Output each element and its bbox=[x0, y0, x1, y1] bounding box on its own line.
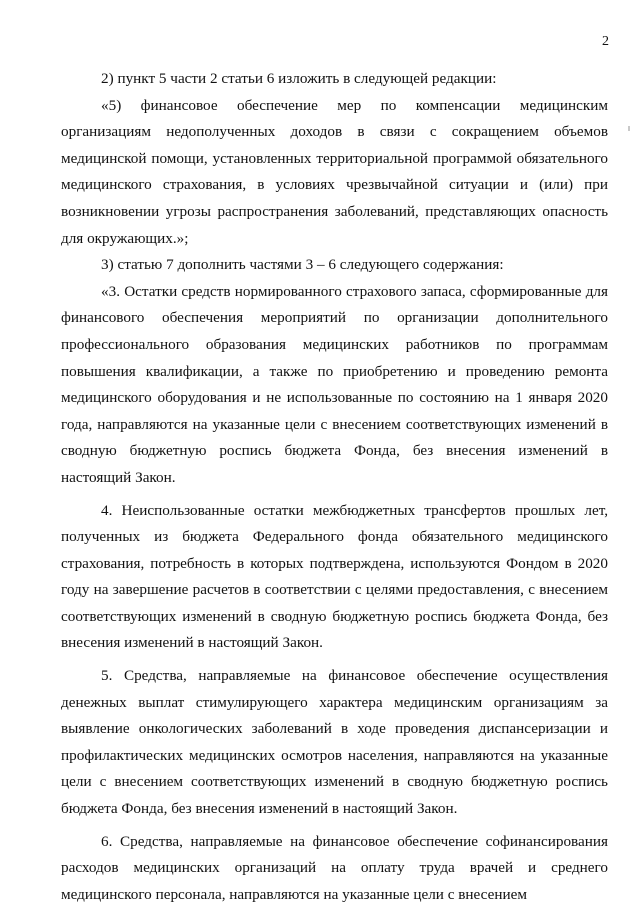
page-number: 2 bbox=[602, 34, 609, 49]
document-body bbox=[61, 66, 608, 908]
paragraph-amendment-article-7: 3) статью 7 дополнить частями 3 – 6 следующего содержания: bbox=[101, 256, 504, 274]
paragraph-part-6: 6. Средства, направляемые на финансовое обеспечение софинансирования расходов медицинских организаций на оплату труда врачей и среднего медицинского персонала, направляются на указанные цели с внесением bbox=[61, 832, 608, 903]
paragraph-part-3: «3. Остатки средств нормированного страхового запаса, сформированные для финансового обеспечения мероприятий по организации дополнительного профессионального образования медицинских работников по программам повышения квалификации, а также по приобретению и проведению ремонта медицинского оборудования и не использованные по состоянию на 1 января 2020 года, направляются на указанные цели с внесением соответствующих изменений в сводную бюджетную роспись бюджета Фонда, без внесения изменений в настоящий Закон. bbox=[61, 282, 608, 486]
scan-artifact-mark bbox=[628, 126, 630, 131]
paragraph-new-item-5: «5) финансовое обеспечение мер по компенсации медицинским организациям недополученных доходов в связи с сокращением объемов медицинской помощи, установленных территориальной программой обязательного медицинского страхования, в условиях чрезвычайной ситуации и (или) при возникновении угрозы распространения заболеваний, представляющих опасность для окружающих.»; bbox=[61, 96, 608, 247]
paragraph-amendment-article-6: 2) пункт 5 части 2 статьи 6 изложить в следующей редакции: bbox=[101, 70, 497, 87]
paragraph-part-4: 4. Неиспользованные остатки межбюджетных трансфертов прошлых лет, полученных из бюджета Федерального фонда обязательного медицинского страхования, потребность в которых подтверждена, используются Фондом в 2020 году на завершение расчетов в соответствии с целями предоставления, с внесением соответствующих изменений в сводную бюджетную роспись бюджета Фонда, без внесения изменений в настоящий Закон. bbox=[61, 501, 608, 652]
paragraph-part-5: 5. Средства, направляемые на финансовое обеспечение осуществления денежных выплат стимулирующего характера медицинским организациям за выявление онкологических заболеваний в ходе проведения диспансеризации и профилактических медицинских осмотров населения, направляются на указанные цели с внесением соответствующих изменений в сводную бюджетную роспись бюджета Фонда, без внесения изменений в настоящий Закон. bbox=[61, 667, 608, 818]
